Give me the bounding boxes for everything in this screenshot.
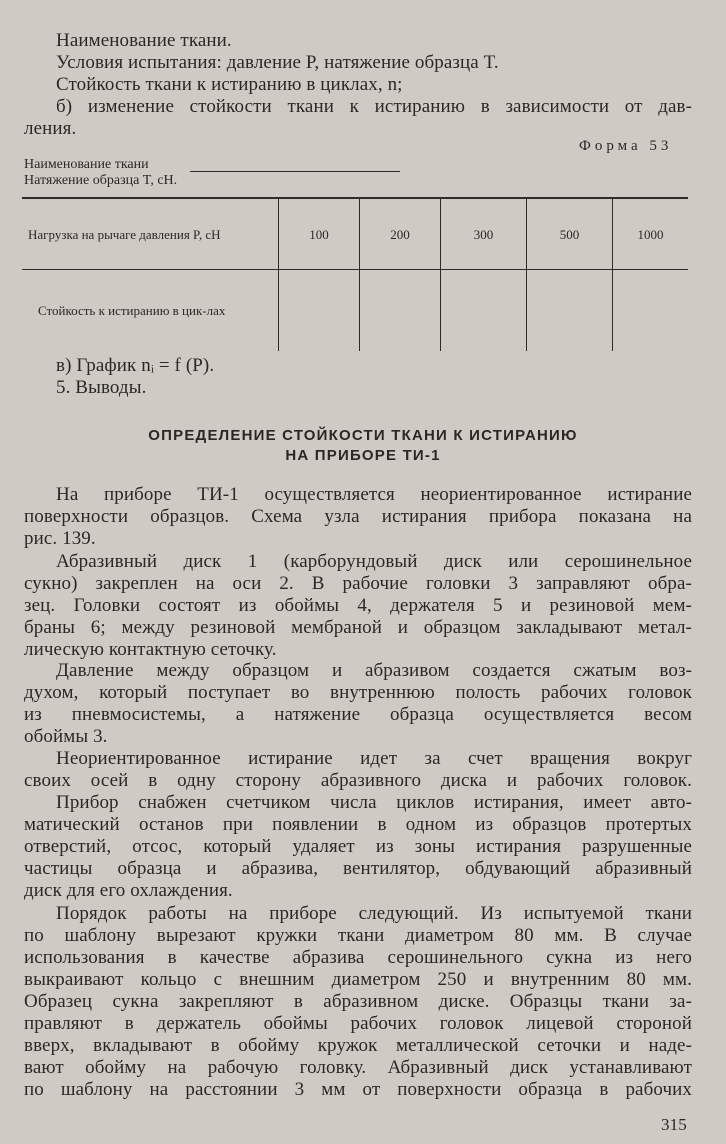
table-header-resistance: Стойкость к истиранию в цик-лах [38, 303, 226, 319]
page-number: 315 [661, 1115, 687, 1134]
table-cell [360, 270, 441, 351]
text-line: выкраивают кольцо с внешним диаметром 250 и внутренним 80 мм. [24, 969, 692, 990]
section-heading: НА ПРИБОРЕ ТИ-1 [285, 447, 441, 464]
blank-line [190, 171, 400, 172]
form-label: Форма 53 [579, 138, 673, 154]
text-line: б) изменение стойкости ткани к истиранию в зависимости от дав- [56, 96, 692, 117]
text-line: матический останов при появлении в одном из образцов протертых [24, 814, 692, 835]
table-cell [527, 270, 613, 351]
text-line: На приборе ТИ-1 осуществляется неориентированное истирание [56, 484, 692, 505]
text-line: из пневмосистемы, а натяжение образца осуществляется весом [24, 704, 692, 725]
text-line: зец. Головки состоят из обоймы 4, держателя 5 и резиновой мем- [24, 595, 692, 616]
table-cell: 500 [527, 199, 613, 270]
table-cell [279, 270, 360, 351]
table-cell [441, 270, 527, 351]
text-line: правляют в держатель обоймы рабочих головок лицевой стороной [24, 1013, 692, 1034]
text-line: по шаблону на расстоянии 3 мм от поверхности образца в рабочих [24, 1079, 692, 1100]
table-cell [613, 270, 689, 351]
text-line: Порядок работы на приборе следующий. Из испытуемой ткани [56, 903, 692, 924]
text-line: Образец сукна закрепляют в абразивном диске. Образцы ткани за- [24, 991, 692, 1012]
text-line: диск для его охлаждения. [24, 880, 233, 901]
text-line: Стойкость ткани к истиранию в циклах, n; [56, 74, 403, 95]
text-line: Абразивный диск 1 (карборундовый диск или серошинельное [56, 551, 692, 572]
text-line: 5. Выводы. [56, 377, 147, 398]
form-field-tension: Натяжение образца T, сН. [24, 173, 178, 188]
text-line: поверхности образцов. Схема узла истирания прибора показана на [24, 506, 692, 527]
results-table [22, 199, 688, 351]
text-line: браны 6; между резиновой мембраной и образцом закладывают метал- [24, 617, 692, 638]
text-line: вают обойму на рабочую головку. Абразивный диск устанавливают [24, 1057, 692, 1078]
text-line: Прибор снабжен счетчиком числа циклов истирания, имеет авто- [56, 792, 692, 813]
text-line: Наименование ткани. [56, 30, 232, 51]
text-line: рис. 139. [24, 528, 96, 549]
text-line: по шаблону вырезают кружки ткани диаметром 80 мм. В случае [24, 925, 692, 946]
table-cell: 300 [441, 199, 527, 270]
text-line: духом, который поступает во внутреннюю полость рабочих головок [24, 682, 692, 703]
text-line: обоймы 3. [24, 726, 108, 747]
table-header-load: Нагрузка на рычаге давления P, сН [22, 199, 279, 270]
table-row [22, 199, 688, 270]
text-line: Неориентированное истирание идет за счет вращения вокруг [56, 748, 692, 769]
table-cell: 100 [279, 199, 360, 270]
text-line: использования в качестве абразива серошинельного сукна из него [24, 947, 692, 968]
text-line: вверх, вкладывают в обойму кружок металлической сеточки и наде- [24, 1035, 692, 1056]
table-row [22, 270, 688, 351]
text-line: в) График nᵢ = f (P). [56, 355, 215, 376]
text-line: Условия испытания: давление P, натяжение образца T. [56, 52, 499, 73]
form-field-fabric: Наименование ткани [24, 157, 149, 172]
text-line: отверстий, отсос, который удаляет из зоны истирания разрушенные [24, 836, 692, 857]
text-line: сукно) закреплен на оси 2. В рабочие головки 3 заправляют обра- [24, 573, 692, 594]
table-cell: 1000 [613, 199, 689, 270]
text-line: своих осей в одну сторону абразивного диска и рабочих головок. [24, 770, 692, 791]
text-line: лическую контактную сеточку. [24, 639, 277, 660]
section-heading: ОПРЕДЕЛЕНИЕ СТОЙКОСТИ ТКАНИ К ИСТИРАНИЮ [148, 427, 578, 444]
table-cell: 200 [360, 199, 441, 270]
text-line: частицы образца и абразива, вентилятор, обдувающий абразивный [24, 858, 692, 879]
text-line: Давление между образцом и абразивом создается сжатым воз- [56, 660, 692, 681]
text-line: ления. [24, 118, 77, 139]
